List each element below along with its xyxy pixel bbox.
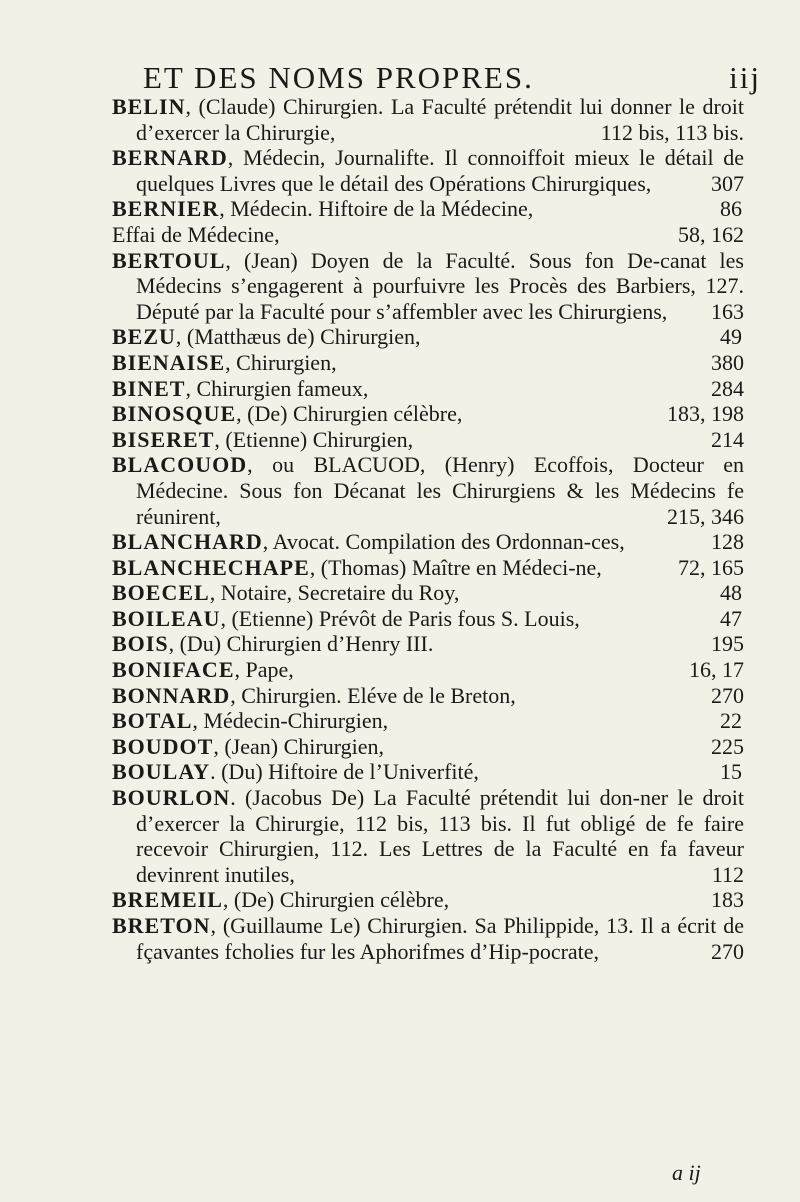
entry-text: , (Claude) Chirurgien. La Faculté prétendit lui donner le droit d’exercer la Chirurgie, xyxy=(136,94,744,145)
index-entry xyxy=(112,94,744,145)
entry-name: BINOSQUE xyxy=(112,401,237,427)
index-entries xyxy=(112,94,744,964)
entry-pages: 72, 165 xyxy=(678,554,744,580)
entry-text: , Médecin. Hiftoire de la Médecine, xyxy=(219,196,534,222)
entry-name: BELIN xyxy=(112,94,186,119)
entry-pages: 128 xyxy=(711,529,744,555)
entry-name: BRETON xyxy=(112,913,211,938)
entry-pages: 163 xyxy=(711,298,744,324)
entry-text: , ou BLACUOD, (Henry) Ecoffois, Docteur en Médecine. Sous fon Décanat les Chirurgiens & les Médecins fe réunirent, xyxy=(136,452,744,529)
index-entry xyxy=(112,887,744,913)
entry-name: BERTOUL xyxy=(112,247,226,273)
entry-text: Effai de Médecine, xyxy=(112,221,280,247)
index-entry xyxy=(112,222,744,248)
entry-pages: 112 xyxy=(711,861,744,887)
index-entry: BOECEL, Notaire, Secretaire du Roy, 48 xyxy=(112,580,742,606)
entry-name: BOURLON xyxy=(112,785,231,811)
entry-text: , Médecin, Journalifte. Il connoiffoit mieux le détail de quelques Livres que le détail des Opérations Chirurgiques, xyxy=(136,145,744,196)
printer-signature: a ij xyxy=(672,1160,701,1185)
index-entry xyxy=(112,683,744,709)
entry-text: , Avocat. Compilation des Ordonnan-ces, xyxy=(262,529,625,555)
entry-text: , (De) Chirurgien célèbre, xyxy=(222,887,450,913)
entry-pages: 284 xyxy=(711,375,744,401)
index-entry xyxy=(112,734,744,760)
entry-text: , Chirurgien fameux, xyxy=(185,375,369,401)
entry-text: , (Etienne) Prévôt de Paris fous S. Louis, xyxy=(220,605,580,631)
index-entry xyxy=(112,913,744,964)
entry-text: , (Guillaume Le) Chirurgien. Sa Philippide, 13. Il a écrit de fçavantes fcholies fur les Aphorifmes d’Hip-pocrate, xyxy=(136,913,744,964)
entry-name: BOIS xyxy=(112,631,169,657)
entry-text: , (Matthæus de) Chirurgien, xyxy=(175,324,421,350)
entry-pages: 307 xyxy=(711,170,744,196)
entry-pages: 270 xyxy=(711,682,744,708)
entry-name: BERNARD xyxy=(112,145,228,171)
entry-pages: 112 bis, 113 bis. xyxy=(600,119,744,145)
entry-name: BLACOUOD xyxy=(112,452,248,478)
index-entry: BOILEAU, (Etienne) Prévôt de Paris fous S. Louis, 47 xyxy=(112,605,742,631)
entry-name: BOTAL xyxy=(112,708,193,734)
index-entry xyxy=(112,350,744,376)
index-entry: BEZU, (Matthæus de) Chirurgien, 49 xyxy=(112,324,742,350)
index-entry xyxy=(112,452,744,529)
entry-name: BLANCHECHAPE xyxy=(112,554,310,580)
entry-name: BOILEAU xyxy=(112,605,221,631)
index-entry: BOULAY. (Du) Hiftoire de l’Univerfité, 15 xyxy=(112,759,742,785)
entry-pages: 215, 346 xyxy=(667,503,744,529)
index-entry xyxy=(112,145,744,196)
index-entry xyxy=(112,376,744,402)
entry-text: , (De) Chirurgien célèbre, xyxy=(236,401,463,427)
index-entry: BERNIER, Médecin. Hiftoire de la Médecine, 86 xyxy=(112,196,742,222)
entry-text: , Notaire, Secretaire du Roy, xyxy=(209,580,460,606)
entry-pages: 214 xyxy=(711,426,744,452)
page-number: iij xyxy=(729,60,761,95)
entry-pages: 225 xyxy=(711,733,744,759)
entry-text: . (Du) Hiftoire de l’Univerfité, xyxy=(210,759,479,785)
entry-pages: 183 xyxy=(711,887,744,913)
entry-text: , (Du) Chirurgien d’Henry III. xyxy=(168,631,434,657)
entry-text: , (Jean) Doyen de la Faculté. Sous fon De-canat les Médecins s’engagerent à pourfuivre les Procès des Barbiers, 127. Député par la Faculté pour s’affembler avec les Chirurgiens, xyxy=(136,247,744,324)
entry-name: BOULAY xyxy=(112,759,211,785)
index-entry xyxy=(112,631,744,657)
index-entry xyxy=(112,248,744,325)
entry-name: BLANCHARD xyxy=(112,529,263,555)
entry-name: BOECEL xyxy=(112,580,210,606)
index-entry xyxy=(112,427,744,453)
index-entry xyxy=(112,785,744,887)
running-head-title: ET DES NOMS PROPRES. xyxy=(143,60,534,95)
entry-name: BEZU xyxy=(112,324,176,350)
index-entry xyxy=(112,401,744,427)
index-entry xyxy=(112,555,744,581)
entry-pages: 16, 17 xyxy=(689,657,744,683)
entry-pages: 270 xyxy=(711,938,744,964)
entry-text: , (Thomas) Maître en Médeci-ne, xyxy=(309,554,602,580)
entry-text: , Médecin-Chirurgien, xyxy=(192,708,389,734)
entry-text: , Pape, xyxy=(234,657,294,683)
entry-text: , Chirurgien. Eléve de le Breton, xyxy=(230,682,516,708)
entry-name: BIENAISE xyxy=(112,349,226,375)
running-head xyxy=(143,60,761,96)
index-entry xyxy=(112,657,744,683)
entry-pages: 183, 198 xyxy=(667,401,744,427)
entry-name: BONIFACE xyxy=(112,657,235,683)
entry-name: BISERET xyxy=(112,426,215,452)
entry-name: BINET xyxy=(112,375,186,401)
entry-pages: 58, 162 xyxy=(678,221,744,247)
entry-name: BREMEIL xyxy=(112,887,223,913)
entry-pages: 195 xyxy=(711,631,744,657)
entry-text: , Chirurgien, xyxy=(225,349,337,375)
entry-name: BERNIER xyxy=(112,196,220,222)
entry-pages: 380 xyxy=(711,349,744,375)
entry-name: BONNARD xyxy=(112,682,231,708)
index-entry xyxy=(112,529,744,555)
entry-name: BOUDOT xyxy=(112,733,214,759)
entry-text: , (Etienne) Chirurgien, xyxy=(214,426,414,452)
entry-text: , (Jean) Chirurgien, xyxy=(213,733,385,759)
entry-text: . (Jacobus De) La Faculté prétendit lui don-ner le droit d’exercer la Chirurgie, 112 bis, 113 bis. Il fut obligé de fe faire recevoir Chirurgien, 112. Les Lettres de la Faculté en fa faveur devinrent inutiles, xyxy=(136,785,744,887)
index-entry: BOTAL, Médecin-Chirurgien, 22 xyxy=(112,708,742,734)
